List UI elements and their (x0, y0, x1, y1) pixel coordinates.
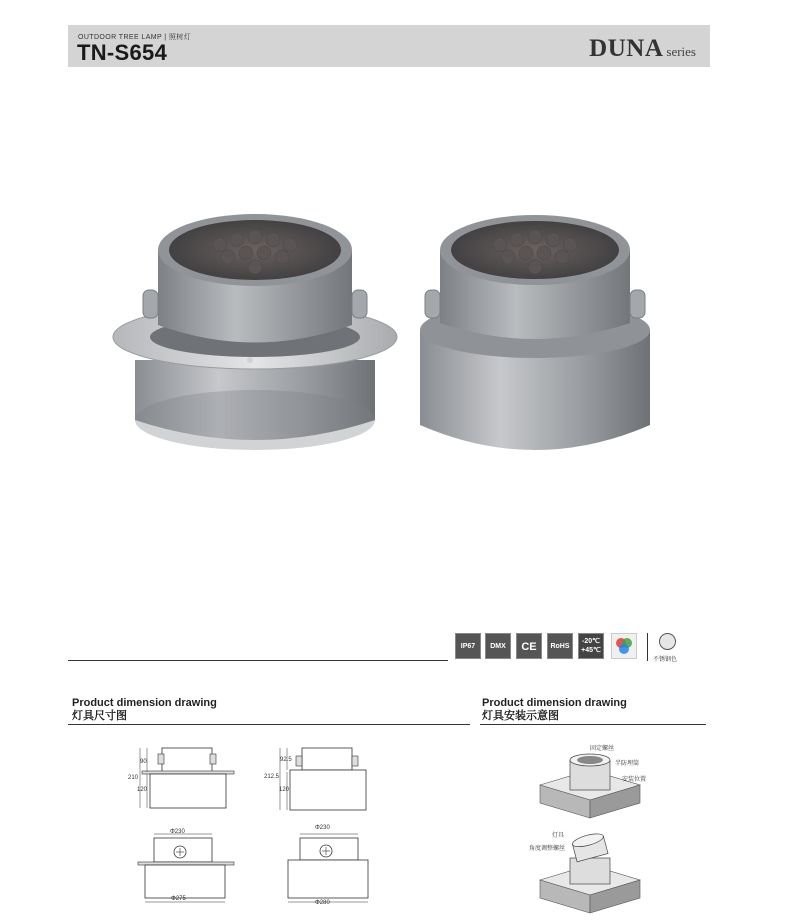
dim-b-top: 92.5 (280, 757, 292, 763)
install-label-angle-screw: 角度调整螺丝 (529, 846, 566, 852)
dim-b-total: 212.5 (264, 774, 280, 780)
install-label-position: 安装位置 (622, 777, 647, 783)
dim-a-top: 90 (140, 759, 147, 765)
product-subtitle: OUTDOOR TREE LAMP | 照树灯 (78, 34, 192, 41)
product-photo (100, 195, 680, 485)
feature-divider (68, 660, 448, 661)
ce-icon (516, 633, 542, 659)
install-label-sleeve: 半防埋筒 (615, 761, 640, 767)
ip67-label: IP67 (460, 643, 476, 650)
lamp-with-flange (113, 214, 397, 450)
temperature-icon (578, 633, 604, 659)
dmx-icon (485, 633, 511, 659)
dimension-title-en: Product dimension drawing (72, 697, 217, 709)
header-bar (68, 25, 710, 67)
install-title-cn: 灯具安装示意图 (482, 710, 559, 722)
install-label-screw: 固定螺丝 (590, 746, 615, 752)
install-title-en: Product dimension drawing (482, 697, 627, 709)
temp-min-label: -20℃ (582, 638, 600, 645)
rohs-label: RoHS (550, 643, 570, 650)
dimension-drawing-b-front (270, 828, 380, 908)
series-suffix: series (666, 44, 696, 59)
dim-b-outer-dia: Φ280 (315, 900, 330, 906)
steel-color-swatch (659, 633, 676, 650)
series-name (589, 35, 696, 63)
product-model: TN-S654 (77, 40, 168, 65)
install-label-lamp: 灯具 (552, 833, 565, 839)
left-section-rule (68, 724, 470, 725)
rgb-icon (611, 633, 637, 659)
right-section-rule (480, 724, 706, 725)
dimension-drawing-b-side (270, 742, 380, 812)
dim-b-inner-dia: Φ230 (315, 825, 330, 831)
dimension-drawing-a-side (130, 742, 240, 812)
dmx-label: DMX (490, 643, 506, 650)
icon-separator (647, 633, 648, 661)
dim-a-bottom: 120 (137, 787, 148, 793)
rgb-circles-icon (612, 634, 636, 658)
steel-color-label: 不锈钢色 (653, 657, 678, 663)
series-title: DUNA (589, 35, 664, 62)
dim-a-outer-dia: Φ275 (171, 896, 186, 902)
ce-label: CE (521, 641, 537, 653)
dim-b-bottom: 120 (279, 787, 290, 793)
dim-a-inner-dia: Φ230 (170, 829, 185, 835)
install-section-title (482, 697, 627, 723)
ip67-icon (455, 633, 481, 659)
dimension-title-cn: 灯具尺寸图 (72, 710, 127, 722)
temp-max-label: +45℃ (581, 647, 601, 654)
rohs-icon (547, 633, 573, 659)
lamp-without-flange (420, 215, 650, 450)
dim-a-total: 210 (128, 775, 139, 781)
dimension-section-title (72, 697, 217, 723)
